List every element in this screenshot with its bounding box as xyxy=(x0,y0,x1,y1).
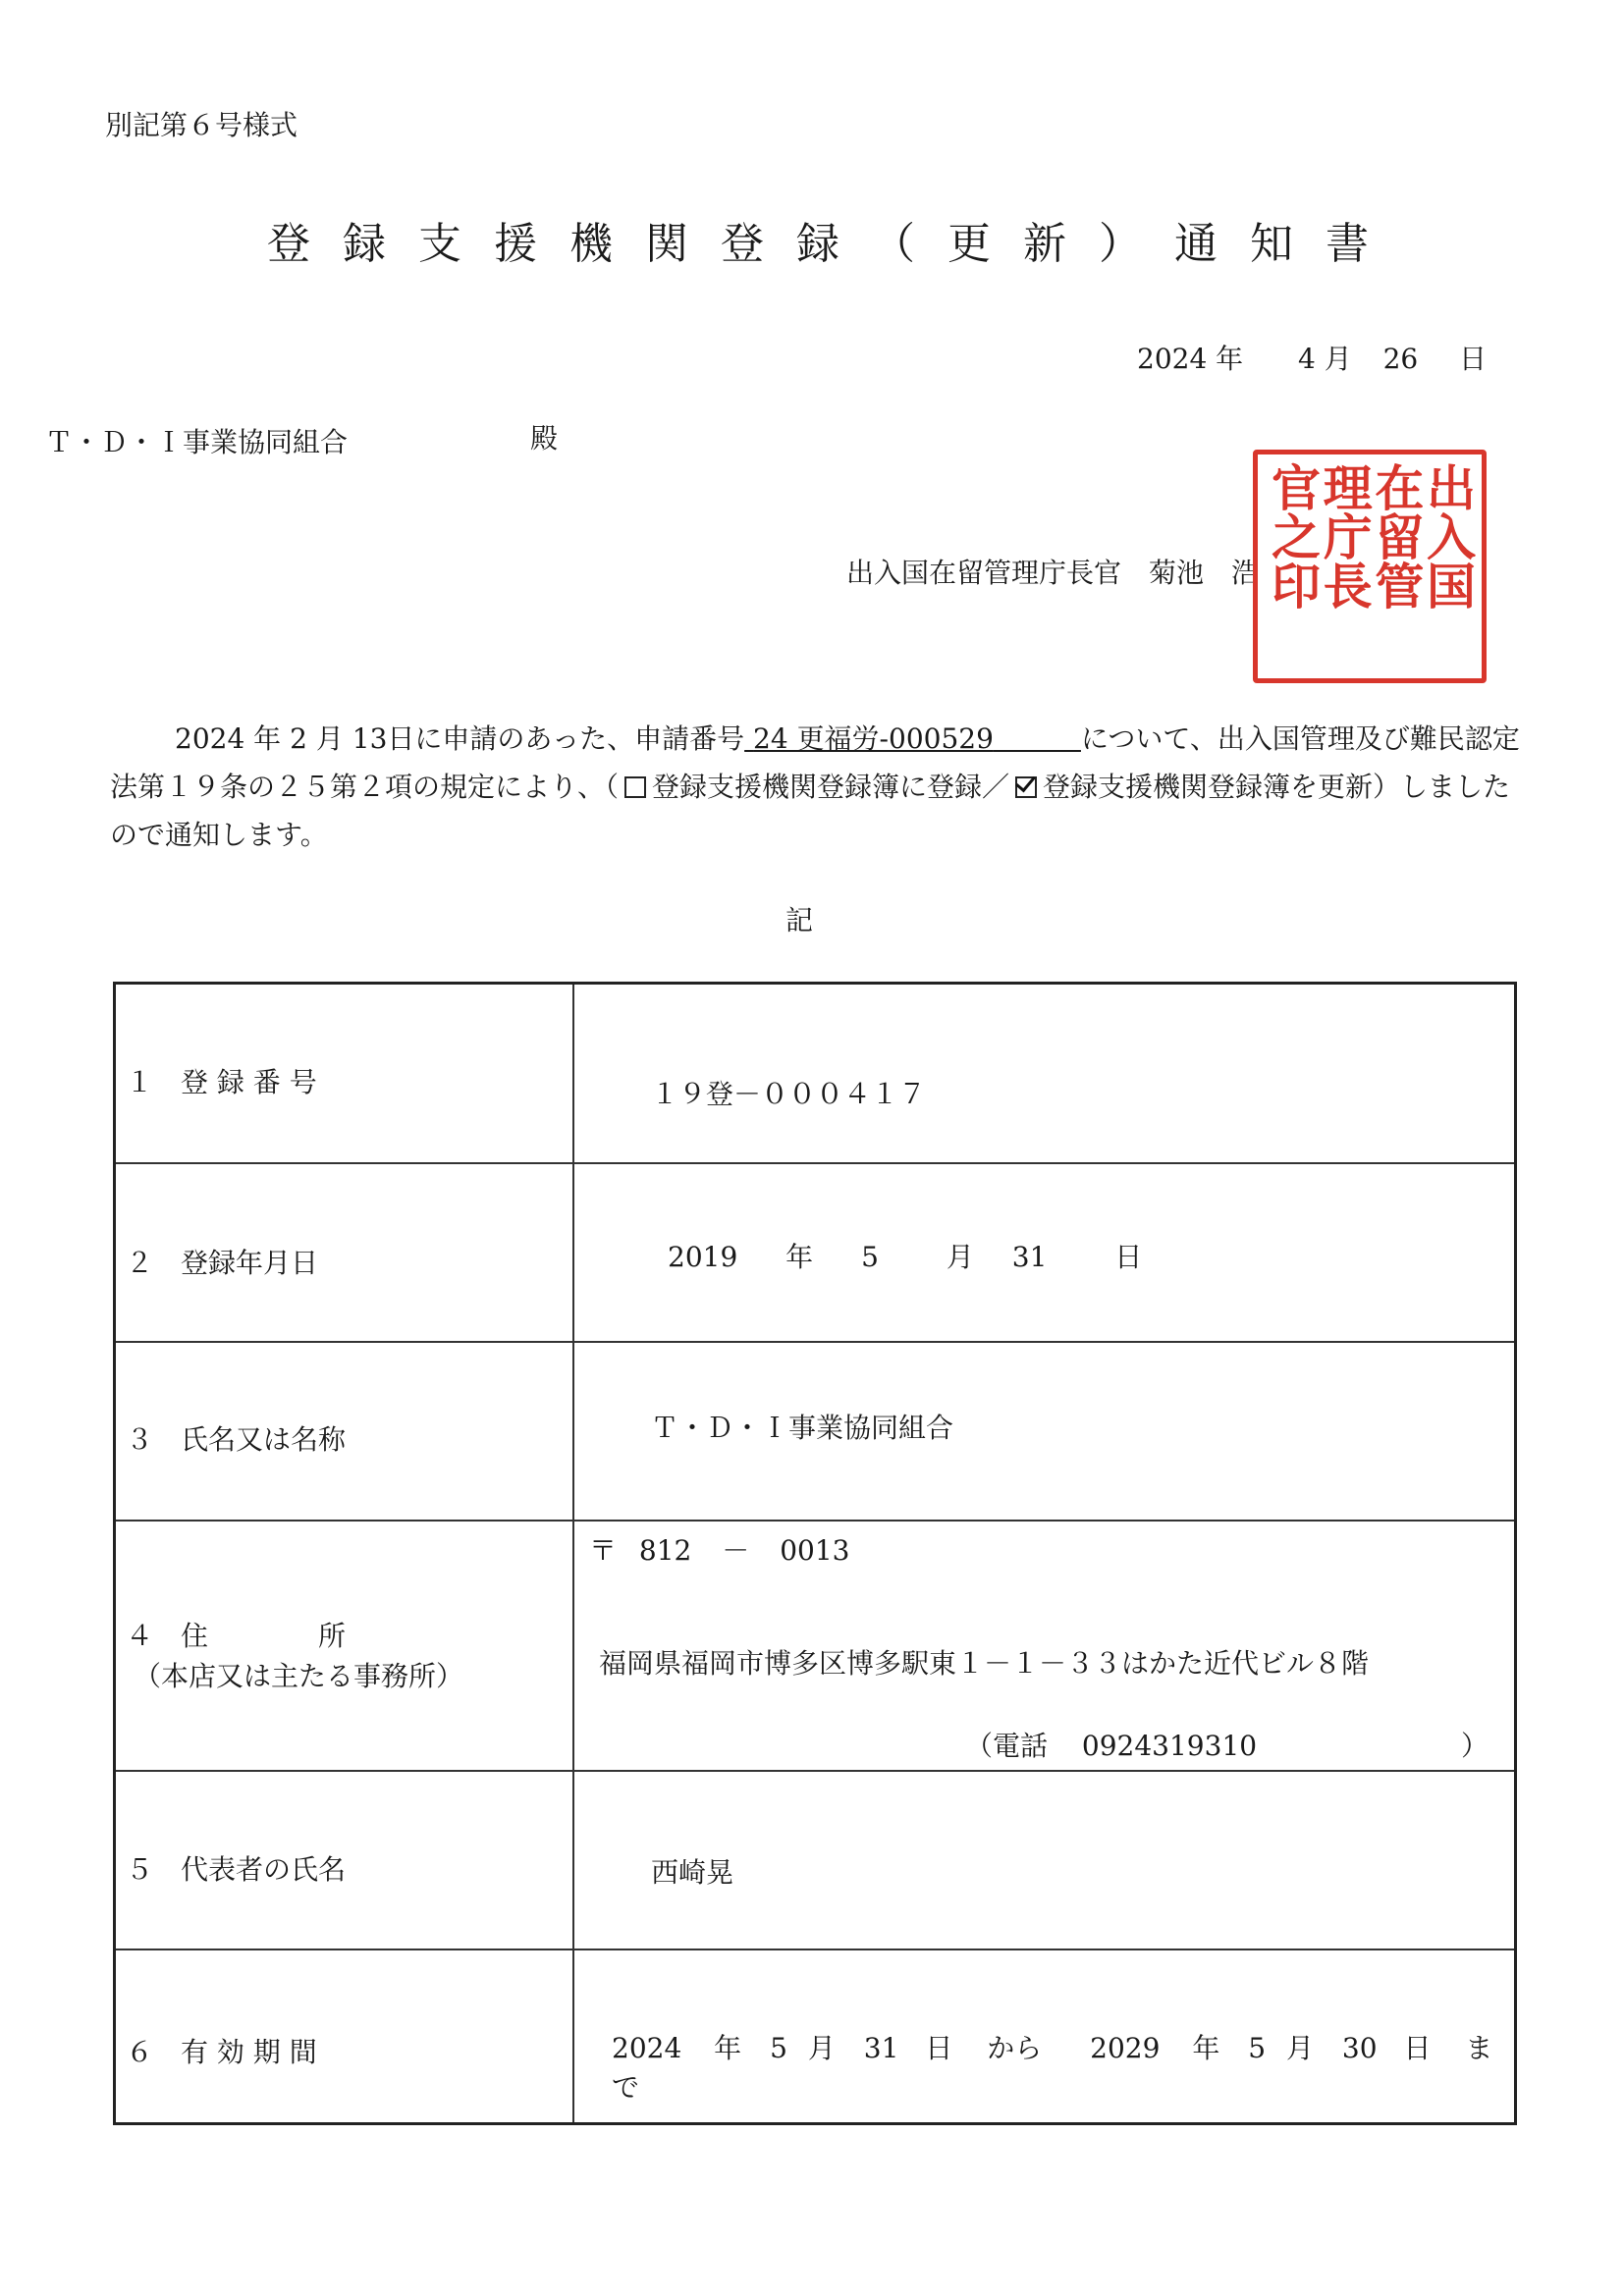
application-year-unit: 年 xyxy=(253,722,282,755)
validity-value: 2024 年 5 月 31 日 から 2029 年 5 月 30 日 まで xyxy=(612,2032,1493,2104)
phone-block: （電話 0924319310 xyxy=(965,1730,1258,1762)
table-row xyxy=(116,1343,1514,1522)
representative-value: 西崎晃 xyxy=(651,1856,734,1889)
body-phrase-3: ）しましたので通知します。 xyxy=(110,771,1511,851)
address-value: 福岡県福岡市博多区博多駅東１－１－３３はかた近代ビル８階 xyxy=(599,1647,1370,1680)
register-checkbox xyxy=(624,776,646,798)
name-value: Ｔ・Ｄ・Ｉ事業協同組合 xyxy=(651,1412,954,1444)
seal-column: 在留管 xyxy=(1367,462,1425,610)
option-renew-label: 登録支援機関登録簿を更新 xyxy=(1043,771,1374,803)
seal-column: 理庁長 xyxy=(1315,462,1373,610)
table-row xyxy=(116,1164,1514,1343)
postal-code: 〒 812 － 0013 xyxy=(589,1534,850,1567)
issue-month-unit: 月 xyxy=(1324,343,1352,375)
seal-column: 官之印 xyxy=(1264,462,1321,610)
recipient-name: Ｔ・Ｄ・Ｉ事業協同組合 xyxy=(45,426,349,458)
address-sublabel: （本店又は主たる事務所） xyxy=(134,1660,464,1692)
option-register-label: 登録支援機関登録簿に登録／ xyxy=(652,771,1010,803)
registration-table xyxy=(113,982,1517,2125)
issue-date xyxy=(1137,338,1487,377)
representative-label: ５ 代表者の氏名 xyxy=(126,1853,347,1886)
table-row xyxy=(116,1522,1514,1772)
table-row xyxy=(116,1950,1514,2125)
application-month-unit: 月 xyxy=(315,722,344,755)
registration-date-label: ２ 登録年月日 xyxy=(126,1247,319,1279)
application-month: 2 xyxy=(290,722,307,755)
name-label: ３ 氏名又は名称 xyxy=(126,1423,347,1456)
document-title: 登録支援機関登録（更新）通知書 xyxy=(267,219,1401,269)
issue-year: 2024 xyxy=(1137,343,1208,375)
application-day: 13 xyxy=(352,722,388,755)
issue-day-unit: 日 xyxy=(1459,343,1488,375)
table-row xyxy=(116,985,1514,1164)
phone-close: ） xyxy=(1461,1730,1489,1762)
registration-number-label: １ 登 録 番 号 xyxy=(126,1066,317,1098)
ki-heading: 記 xyxy=(785,904,814,936)
renew-checkbox xyxy=(1015,776,1037,798)
application-number: 24 更福労-000529 xyxy=(753,722,994,755)
validity-label: ６ 有 効 期 間 xyxy=(126,2036,317,2068)
registration-date-value: 2019 年 5 月 31 日 xyxy=(668,1241,1143,1273)
issue-month: 4 xyxy=(1298,343,1316,375)
issue-day: 26 xyxy=(1382,343,1419,375)
body-phrase-1: 日に申請のあった、申請番号 xyxy=(387,722,745,755)
table-row xyxy=(116,1772,1514,1950)
registration-number-value: １９登－０００４１７ xyxy=(651,1078,927,1110)
form-label: 別記第６号様式 xyxy=(105,109,298,141)
address-label: ４ 住 所 xyxy=(126,1620,347,1652)
body-phrase-2: について、出入国管理及び難民認定法第１９条の２５第２項の規定により、（ xyxy=(110,722,1520,803)
notice-paragraph xyxy=(110,715,1524,859)
official-seal xyxy=(1253,450,1487,683)
issuer-name: 出入国在留管理庁長官 菊池 浩 xyxy=(846,557,1260,589)
phone-number: 0924319310 xyxy=(1081,1730,1258,1762)
application-year: 2024 xyxy=(175,722,245,755)
issue-year-unit: 年 xyxy=(1216,343,1244,375)
recipient-honorific: 殿 xyxy=(530,422,559,454)
seal-column: 出入国 xyxy=(1418,462,1476,610)
